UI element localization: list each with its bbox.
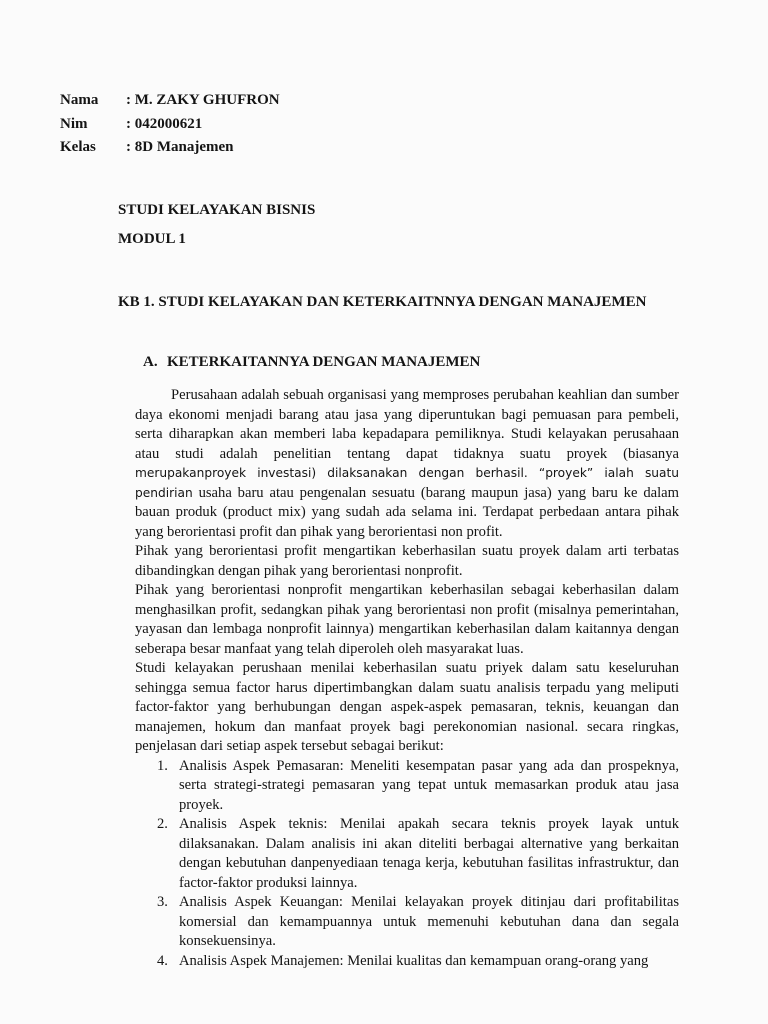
body-text bbox=[135, 386, 679, 971]
paragraph-feasibility: Studi kelayakan perushaan menilai keberhasilan suatu priyek dalam satu keseluruhan sehingga semua factor harus dipertimbangkan dalam suatu analisis terpadu yang meliputi factor-faktor yang berhubungan dengan aspek-aspek pemasaran, teknis, keuangan dan manajemen, hokum dan manfaat proyek bagi perekonomian nasional. secara ringkas, penjelasan dari setiap aspek tersebut sebagai berikut: bbox=[135, 660, 679, 754]
list-item bbox=[135, 893, 679, 952]
list-item bbox=[135, 952, 679, 972]
paragraph-intro bbox=[135, 386, 679, 542]
paragraph-nonprofit: Pihak yang berorientasi nonprofit mengartikan keberhasilan sebagai keberhasilan dalam menghasilkan profit, sedangkan pihak yang berorientasi non profit (misalnya pemerintahan, yayasan dan lembaga nonprofit lainnya) mengartikan keberhasilan dalam kaitannya dengan seberapa besar manfaat yang telah diperoleh oleh masyarakat luas. bbox=[135, 582, 679, 657]
identity-block bbox=[60, 89, 280, 160]
paragraph-text: Perusahaan adalah sebuah organisasi yang memproses perubahan keahlian dan sumber daya ekonomi menjadi barang atau jasa yang diperuntukan bagi pemuasan para pembeli, serta diharapkan akan memberi laba kepadapara pemiliknya. Studi kelayakan perusahaan atau studi adalah penelitian tentang dapat tidaknya suatu proyek (biasanya bbox=[135, 387, 679, 462]
section-heading bbox=[143, 354, 480, 371]
list-text: Analisis Aspek teknis: Menilai apakah secara teknis proyek layak untuk dilaksanakan. Dalam analisis ini akan diteliti berbagai alternative yang berkaitan dengan kebutuhan danpenyediaan tenaga kerja, kebutuhan fasilitas infrastruktur, dan factor-faktor produksi lainnya. bbox=[179, 816, 679, 891]
identity-row-nim bbox=[60, 113, 280, 137]
paragraph-text: usaha baru atau pengenalan sesuatu (barang maupun jasa) yang baru ke dalam bauan produk (product mix) yang sudah ada selama ini. Terdapat perbedaan antara pihak yang berorientasi profit dan pihak yang berorientasi non profit. bbox=[135, 484, 679, 540]
list-item bbox=[135, 757, 679, 816]
identity-label: Nama bbox=[60, 92, 99, 108]
identity-row-name bbox=[60, 89, 280, 113]
list-text: Analisis Aspek Keuangan: Menilai kelayakan proyek ditinjau dari profitabilitas komersial dan kemampuannya untuk memenuhi kebutuhan dana dan segala konsekuensinya. bbox=[179, 894, 679, 949]
aspects-list bbox=[135, 757, 679, 972]
paragraph-profit: Pihak yang berorientasi profit mengartikan keberhasilan suatu proyek dalam arti terbatas dibandingkan dengan pihak yang berorientasi nonprofit. bbox=[135, 543, 679, 579]
list-item bbox=[135, 815, 679, 893]
identity-row-class bbox=[60, 136, 280, 160]
list-number: 4. bbox=[157, 952, 168, 969]
paragraph-text-sans: merupakanproyek investasi) dilaksanakan dengan berhasil. bbox=[135, 466, 528, 480]
identity-value: : M. ZAKY GHUFRON bbox=[126, 92, 280, 108]
identity-label: Nim bbox=[60, 115, 88, 132]
identity-label: Kelas bbox=[60, 139, 96, 155]
paragraph-text-sans: “proyek” ialah suatu pendirian bbox=[135, 466, 679, 500]
course-title: STUDI KELAYAKAN BISNIS bbox=[118, 202, 316, 218]
list-text: Analisis Aspek Pemasaran: Meneliti kesempatan pasar yang ada dan prospeknya, serta strategi-strategi pemasaran yang tepat untuk memasarkan produk atau jasa proyek. bbox=[179, 757, 679, 813]
list-number: 3. bbox=[157, 894, 168, 910]
identity-value: : 042000621 bbox=[126, 115, 203, 132]
module-title: MODUL 1 bbox=[118, 231, 186, 247]
list-number: 1. bbox=[157, 757, 168, 774]
section-letter: A. bbox=[143, 354, 158, 370]
list-text: Analisis Aspek Manajemen: Menilai kualitas dan kemampuan orang-orang yang bbox=[179, 952, 649, 969]
list-number: 2. bbox=[157, 816, 168, 832]
identity-value: : 8D Manajemen bbox=[126, 139, 234, 155]
section-title: KETERKAITANNYA DENGAN MANAJEMEN bbox=[167, 354, 481, 370]
kb-title: KB 1. STUDI KELAYAKAN DAN KETERKAITNNYA DENGAN MANAJEMEN bbox=[118, 294, 647, 310]
